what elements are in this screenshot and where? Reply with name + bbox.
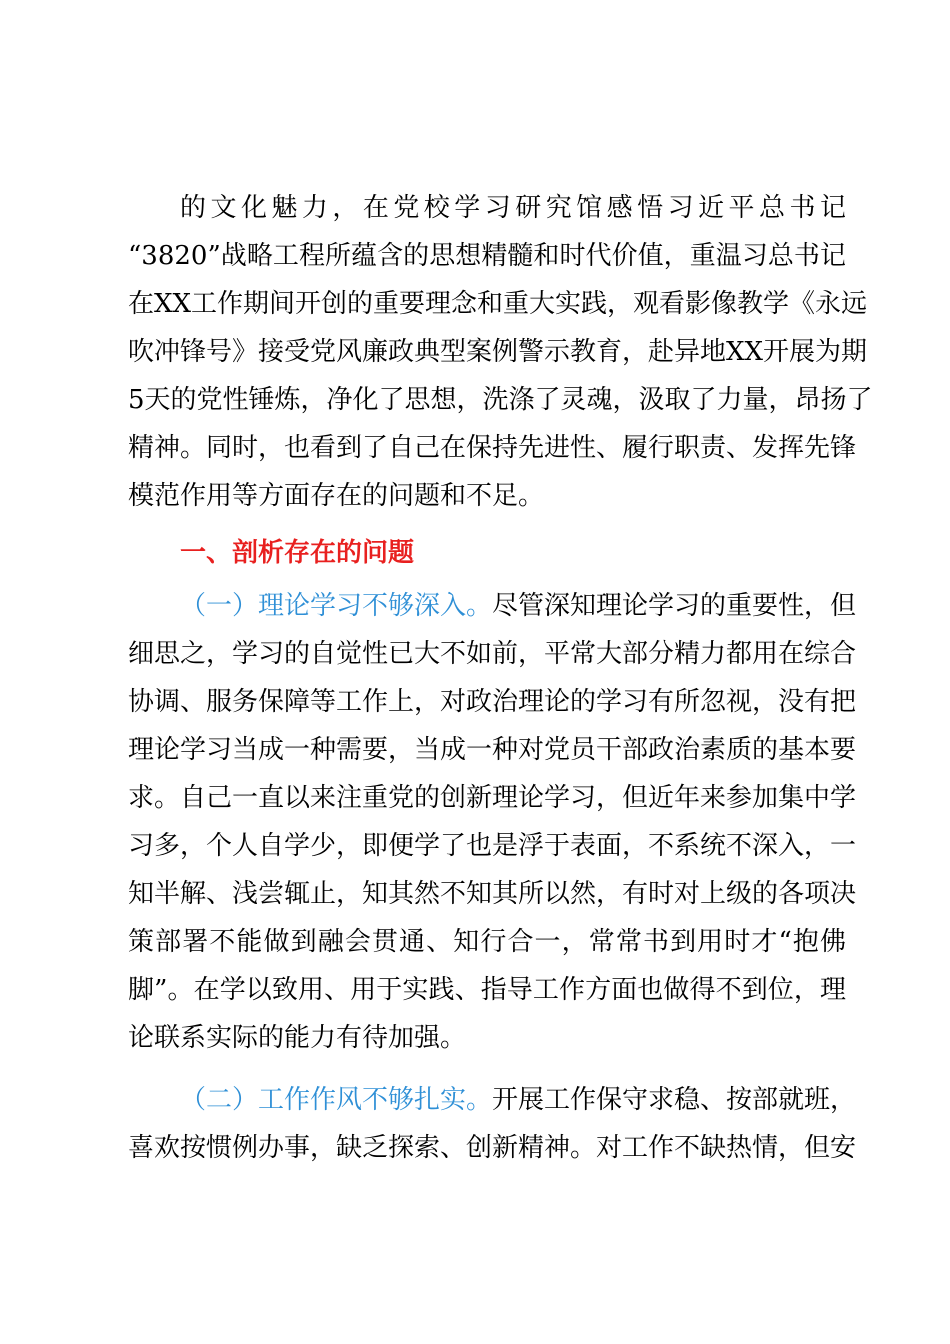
item1-line-10: 论联系实际的能力有待加强。	[128, 1023, 467, 1053]
item1-line-7: 知半解、浅尝辄止，知其然不知其所以然，有时对上级的各项决	[128, 879, 857, 909]
item1-line-8: 策部署不能做到融会贯通、知行合一，常常书到用时才“抱佛	[128, 927, 846, 957]
item2-first-line	[180, 1084, 857, 1116]
item1-first-line	[180, 590, 857, 622]
intro-line-5: 5天的党性锤炼，净化了思想，洗涤了灵魂，汲取了力量，昂扬了	[128, 385, 873, 415]
item2-label: （二）工作作风不够扎实。	[180, 1085, 493, 1115]
intro-line-3: 在XX工作期间开创的重要理念和重大实践，观看影像教学《永远	[128, 289, 868, 319]
intro-line-1: 的文化魅力，在党校学习研究馆感悟习近平总书记	[180, 193, 846, 223]
section-heading: 一、剖析存在的问题	[180, 538, 415, 568]
intro-line-7: 模范作用等方面存在的问题和不足。	[128, 481, 545, 511]
item1-first-line-text: 尽管深知理论学习的重要性，但	[492, 591, 857, 621]
item1-label: （一）理论学习不够深入。	[180, 591, 493, 621]
item1-line-6: 习多，个人自学少，即便学了也是浮于表面，不系统不深入，一	[128, 831, 857, 861]
item1-line-4: 理论学习当成一种需要，当成一种对党员干部政治素质的基本要	[128, 735, 857, 765]
item1-line-5: 求。自己一直以来注重党的创新理论学习，但近年来参加集中学	[128, 783, 857, 813]
item1-line-3: 协调、服务保障等工作上，对政治理论的学习有所忽视，没有把	[128, 687, 857, 717]
intro-line-4: 吹冲锋号》接受党风廉政典型案例警示教育，赴异地XX开展为期	[128, 337, 868, 367]
item1-line-9: 脚”。在学以致用、用于实践、指导工作方面也做得不到位，理	[128, 975, 846, 1005]
item2-first-line-text: 开展工作保守求稳、按部就班，	[492, 1085, 857, 1115]
item1-line-2: 细思之，学习的自觉性已大不如前，平常大部分精力都用在综合	[128, 639, 857, 669]
intro-line-2: “3820”战略工程所蕴含的思想精髓和时代价值，重温习总书记	[128, 241, 846, 271]
intro-line-6: 精神。同时，也看到了自己在保持先进性、履行职责、发挥先锋	[128, 433, 857, 463]
item2-line-2: 喜欢按惯例办事，缺乏探索、创新精神。对工作不缺热情，但安	[128, 1133, 857, 1163]
